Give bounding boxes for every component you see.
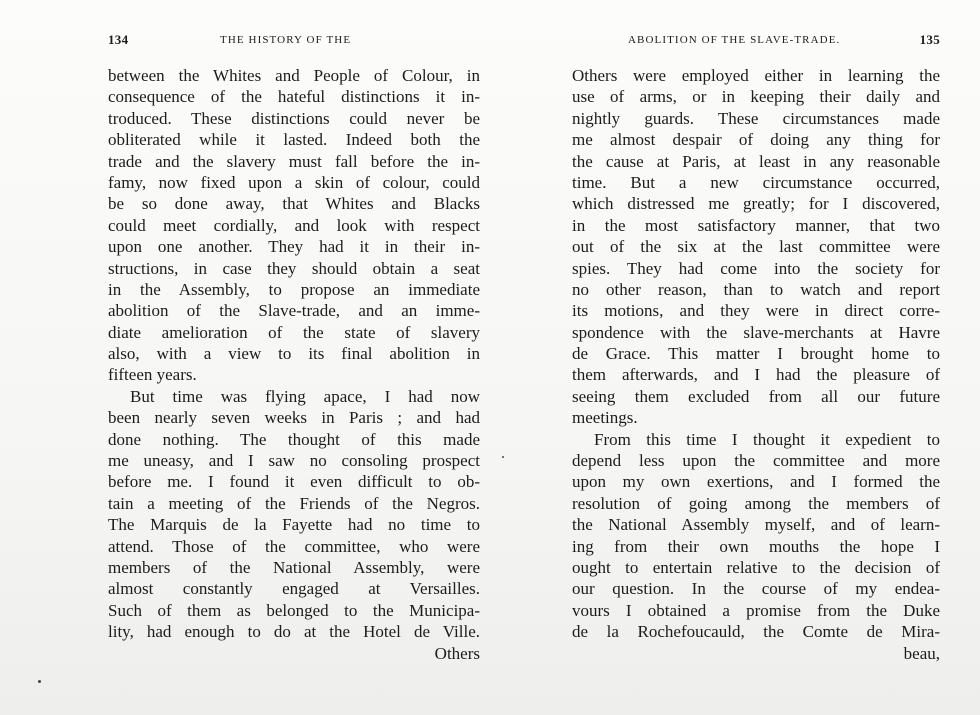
text-line: spies. They had come into the society for (572, 258, 940, 278)
text-line: out of the six at the last committee were (572, 237, 940, 257)
text-line: time. But a new circumstance occurred, (572, 172, 940, 192)
text-line: been nearly seven weeks in Paris ; and had (108, 408, 480, 428)
text-line: Others were employed either in learning the (572, 66, 940, 85)
text-line: lity, had enough to do at the Hotel de Ville. (108, 622, 480, 642)
text-line: trade and the slavery must fall before the in- (108, 151, 480, 171)
text-line: upon my own exertions, and I formed the (572, 472, 940, 492)
text-line: almost constantly engaged at Versailles. (108, 579, 480, 599)
text-line: in the most satisfactory manner, that two (572, 215, 940, 235)
text-line: consequence of the hateful distinctions it in- (108, 87, 480, 107)
right-page (572, 30, 940, 664)
text-line: ing from their own mouths the hope I (572, 536, 940, 556)
text-line: between the Whites and People of Colour, in (108, 66, 480, 85)
text-line: ought to entertain relative to the decision of (572, 557, 940, 577)
text-line: seeing them excluded from all our future (572, 386, 940, 406)
text-line: use of arms, or in keeping their daily and (572, 87, 940, 107)
text-line: which distressed me greatly; for I discovered, (572, 194, 940, 214)
text-line: no other reason, than to watch and report (572, 279, 940, 299)
left-page (108, 30, 480, 664)
text-line: de la Rochefoucauld, the Comte de Mira- (572, 622, 940, 642)
text-line: meetings. (572, 408, 638, 428)
text-line: done nothing. The thought of this made (108, 429, 480, 449)
text-line: structions, in case they should obtain a seat (108, 258, 480, 278)
text-line: tain a meeting of the Friends of the Negros. (108, 493, 480, 513)
text-line: could meet cordially, and look with respect (108, 215, 480, 235)
text-line: our question. In the course of my endea- (572, 579, 940, 599)
text-line: be so done away, that Whites and Blacks (108, 194, 480, 214)
right-running-head (572, 30, 940, 54)
catchword: Others (434, 643, 480, 663)
text-line: The Marquis de la Fayette had no time to (108, 515, 480, 535)
text-line: fifteen years. (108, 365, 197, 385)
text-line: the National Assembly myself, and of learn- (572, 515, 940, 535)
text-line: de Grace. This matter I brought home to (572, 344, 940, 364)
left-page-number: 134 (108, 32, 129, 47)
text-line: spondence with the slave-merchants at Havre (572, 322, 940, 342)
text-line: in the Assembly, to propose an immediate (108, 279, 480, 299)
print-speck (502, 456, 504, 458)
text-line: upon one another. They had it in their in- (108, 237, 480, 257)
text-line: its motions, and they were in direct corre- (572, 301, 940, 321)
text-line: nightly guards. These circumstances made (572, 108, 940, 128)
text-line: troduced. These distinctions could never be (108, 108, 480, 128)
text-line: vours I obtained a promise from the Duke (572, 600, 940, 620)
text-line: the cause at Paris, at least in any reasonable (572, 151, 940, 171)
text-line: them afterwards, and I had the pleasure of (572, 365, 940, 385)
text-line: also, with a view to its final abolition in (108, 344, 480, 364)
catchword: beau, (903, 643, 940, 663)
right-page-text (572, 65, 940, 664)
text-line: depend less upon the committee and more (572, 451, 940, 471)
left-page-text (108, 65, 480, 664)
text-line: abolition of the Slave-trade, and an imme- (108, 301, 480, 321)
text-line: diate amelioration of the state of slavery (108, 322, 480, 342)
text-line: before me. I found it even difficult to ob- (108, 472, 480, 492)
text-line: me almost despair of doing any thing for (572, 130, 940, 150)
text-line: But time was flying apace, I had now (130, 386, 480, 406)
right-page-number: 135 (919, 32, 940, 47)
text-line: members of the National Assembly, were (108, 557, 480, 577)
text-line: me uneasy, and I saw no consoling prospect (108, 451, 480, 471)
text-line: From this time I thought it expedient to (594, 429, 940, 449)
text-line: attend. Those of the committee, who were (108, 536, 480, 556)
left-running-title: THE HISTORY OF THE (220, 34, 352, 46)
left-running-head (108, 30, 480, 54)
print-speck (38, 680, 41, 683)
text-line: Such of them as belonged to the Municipa- (108, 600, 480, 620)
text-line: famy, now fixed upon a skin of colour, could (108, 172, 480, 192)
right-running-title: ABOLITION OF THE SLAVE-TRADE. (628, 34, 841, 46)
text-line: resolution of going among the members of (572, 493, 940, 513)
text-line: obliterated while it lasted. Indeed both the (108, 130, 480, 150)
